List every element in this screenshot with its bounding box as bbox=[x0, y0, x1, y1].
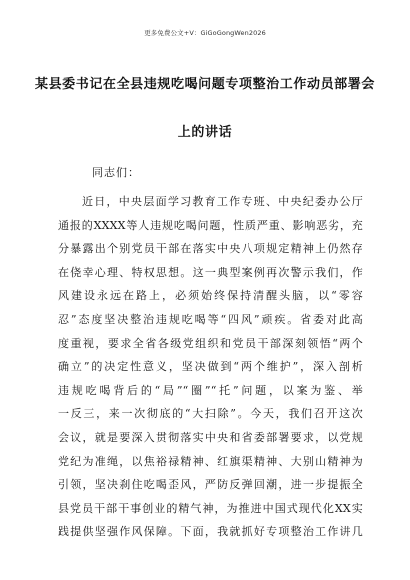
body-line: 会议，就是要深入贯彻落实中央和省委部署要求，以党规 bbox=[58, 430, 363, 444]
body-line: 度重视，要求全省各级党组织和党员干部深刻领悟“两个 bbox=[58, 336, 363, 350]
body-line: 违规吃喝背后的“局”“圈”“托”问题，以案为鉴、举 bbox=[58, 383, 363, 397]
body-line: 党纪为准绳，以焦裕禄精神、红旗渠精神、大别山精神为 bbox=[58, 454, 363, 468]
document-title-line-2: 上的讲话 bbox=[177, 125, 233, 140]
salutation: 同志们： bbox=[92, 166, 140, 179]
body-line: 通报的XXXX等人违规吃喝问题，性质严重、影响恶劣，充 bbox=[58, 218, 363, 232]
body-paragraph bbox=[58, 190, 363, 544]
body-line: 确立”的决定性意义，坚决做到“两个维护”，深入剖析 bbox=[58, 360, 363, 374]
body-line: 一反三，来一次彻底的“大扫除”。今天，我们召开这次 bbox=[58, 407, 363, 421]
body-line: 近日，中央层面学习教育工作专班、中央纪委办公厅 bbox=[82, 195, 363, 208]
body-line: 分暴露出个别党员干部在落实中央八项规定精神上仍然存 bbox=[58, 242, 363, 256]
body-line: 忍”态度坚决整治违规吃喝等“四风”顽疾。省委对此高 bbox=[58, 312, 363, 326]
body-line: 引领，坚决刹住吃喝歪风，严防反弹回潮，进一步提振全 bbox=[58, 478, 363, 492]
document-title-line-1: 某县委书记在全县违规吃喝问题专项整治工作动员部署会 bbox=[34, 77, 375, 92]
body-line: 在侥幸心理、特权思想。这一典型案例再次警示我们，作 bbox=[58, 265, 363, 279]
body-line: 践提供坚强作风保障。下面，我就抓好专项整治工作讲几 bbox=[58, 525, 363, 539]
header-note: 更多免费公文+V：GiGoGongWen2026 bbox=[144, 29, 266, 37]
body-line: 风建设永远在路上，必须始终保持清醒头脑，以“零容 bbox=[58, 289, 363, 303]
body-line: 县党员干部干事创业的精气神，为推进中国式现代化XX实 bbox=[58, 501, 363, 515]
